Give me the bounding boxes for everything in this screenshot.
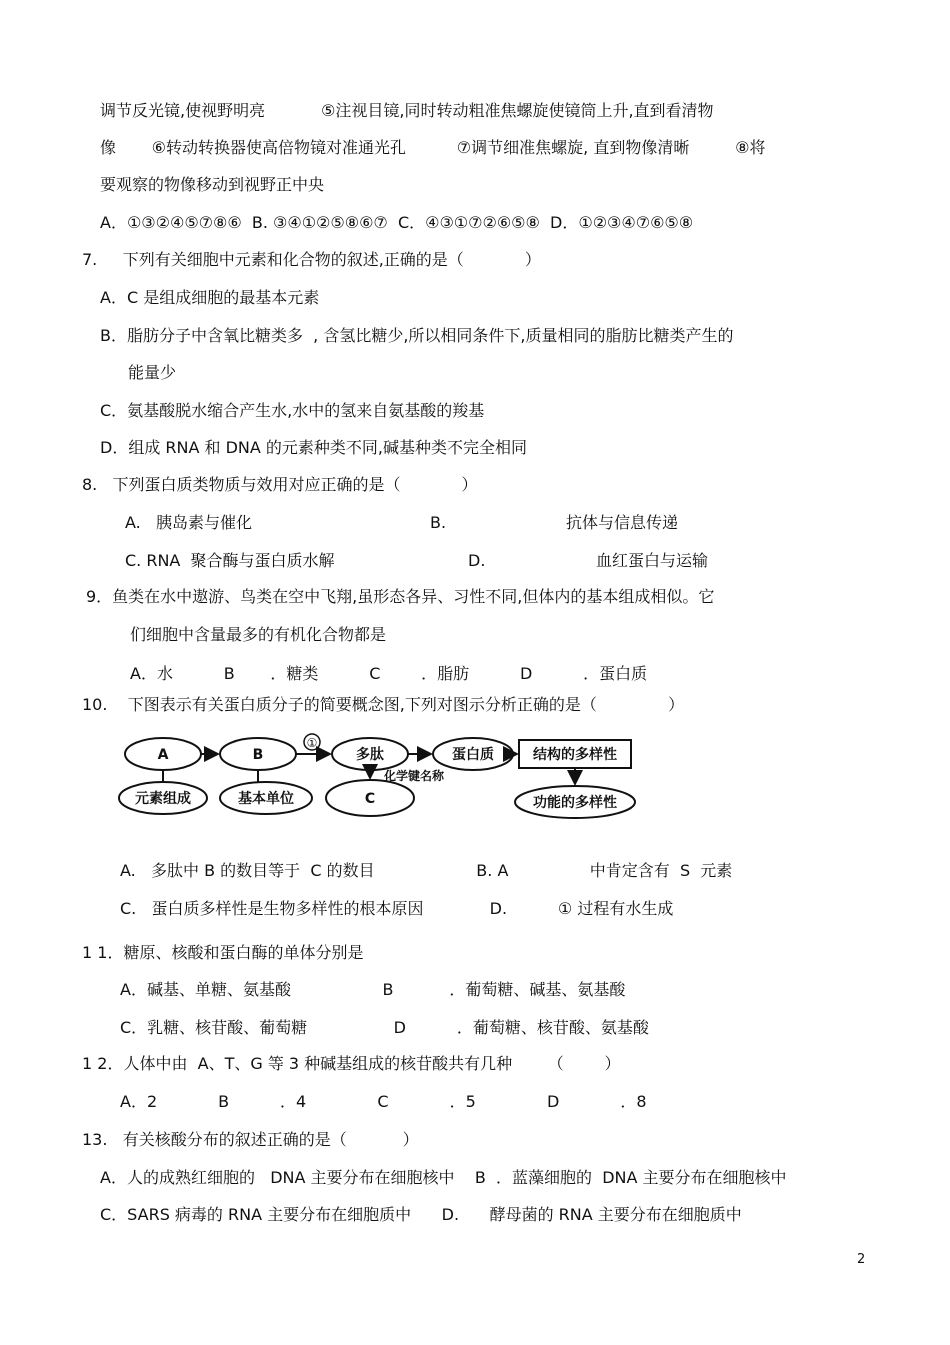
q10-options-row-1: A. 多肽中 B 的数目等于 C 的数目 B. A 中肯定含有 S 元素	[120, 861, 733, 880]
q12-stem: 1 2．人体中由 A、T、G 等 3 种碱基组成的核苷酸共有几种 （ ）	[82, 1054, 621, 1073]
q6-text-line-2: 像 ⑥转动转换器使高倍物镜对准通光孔 ⑦调节细准焦螺旋, 直到物像清晰 ⑧将	[100, 138, 766, 157]
q11-stem: 1 1．糖原、核酸和蛋白酶的单体分别是	[82, 943, 364, 962]
protein-concept-diagram	[118, 732, 638, 822]
q13-options-row-1: A．人的成熟红细胞的 DNA 主要分布在细胞核中 B ．蓝藻细胞的 DNA 主要分布在细胞核中	[100, 1168, 787, 1187]
q6-text-line-1: 调节反光镜,使视野明亮 ⑤注视目镜,同时转动粗准焦螺旋使镜筒上升,直到看清物	[100, 101, 714, 120]
q9-stem-line-1: 9．鱼类在水中遨游、鸟类在空中飞翔,虽形态各异、习性不同,但体内的基本组成相似。它	[86, 587, 715, 606]
q8-option-b-text: 抗体与信息传递	[566, 513, 679, 532]
node-function-label: 功能的多样性	[533, 795, 617, 811]
q9-stem-line-2: 们细胞中含量最多的有机化合物都是	[130, 625, 387, 644]
bond-name-label: 化学键名称	[383, 769, 445, 783]
q12-options: A．2 B ．4 C ．5 D ．8	[120, 1092, 647, 1111]
q8-stem: 8. 下列蛋白质类物质与效用对应正确的是（ ）	[82, 475, 478, 494]
q13-options-row-2: C．SARS 病毒的 RNA 主要分布在细胞质中 D. 酵母菌的 RNA 主要分布在细胞质中	[100, 1205, 742, 1224]
q7-option-c: C．氨基酸脱水缩合产生水,水中的氢来自氨基酸的羧基	[100, 401, 485, 420]
q7-option-d: D．组成 RNA 和 DNA 的元素种类不同,碱基种类不完全相同	[100, 438, 528, 457]
q8-option-c: C. RNA 聚合酶与蛋白质水解	[125, 551, 335, 570]
q10-stem: 10. 下图表示有关蛋白质分子的简要概念图,下列对图示分析正确的是（ ）	[82, 695, 685, 714]
q7-option-a: A．C 是组成细胞的最基本元素	[100, 288, 320, 307]
q7-option-b-line-2: 能量少	[128, 363, 177, 382]
node-b-label: B	[252, 747, 264, 763]
q8-option-d-letter: D.	[468, 551, 486, 570]
q8-option-d-text: 血红蛋白与运输	[596, 551, 709, 570]
q10-options-row-2: C. 蛋白质多样性是生物多样性的根本原因 D. ① 过程有水生成	[120, 899, 674, 918]
q7-option-b-line-1: B．脂肪分子中含氧比糖类多 , 含氢比糖少,所以相同条件下,质量相同的脂肪比糖类产生的	[100, 326, 734, 345]
q8-option-b-letter: B.	[430, 513, 447, 532]
node-protein-label: 蛋白质	[452, 747, 494, 763]
q8-option-a: A. 胰岛素与催化	[125, 513, 253, 532]
q9-options: A．水 B ．糖类 C ．脂肪 D ．蛋白质	[130, 664, 648, 683]
q6-options: A．①③②④⑤⑦⑧⑥ B. ③④①②⑤⑧⑥⑦ C．④③①⑦②⑥⑤⑧ D．①②③④⑦⑥⑤⑧	[100, 213, 694, 232]
node-peptide-label: 多肽	[356, 747, 384, 763]
q7-stem: 7. 下列有关细胞中元素和化合物的叙述,正确的是（ ）	[82, 250, 541, 269]
step-1-label: ①	[306, 736, 318, 750]
node-c-label: C	[364, 791, 376, 807]
node-elements-label: 元素组成	[135, 791, 191, 807]
page-number: 2	[857, 1252, 866, 1267]
node-structure-label: 结构的多样性	[533, 747, 617, 763]
q6-text-line-3: 要观察的物像移动到视野正中央	[100, 175, 325, 194]
node-unit-label: 基本单位	[238, 791, 294, 807]
node-a-label: A	[157, 747, 169, 763]
q13-stem: 13. 有关核酸分布的叙述正确的是（ ）	[82, 1130, 419, 1149]
q11-options-row-1: A．碱基、单糖、氨基酸 B ．葡萄糖、碱基、氨基酸	[120, 980, 626, 999]
q11-options-row-2: C．乳糖、核苷酸、葡萄糖 D ．葡萄糖、核苷酸、氨基酸	[120, 1018, 649, 1037]
